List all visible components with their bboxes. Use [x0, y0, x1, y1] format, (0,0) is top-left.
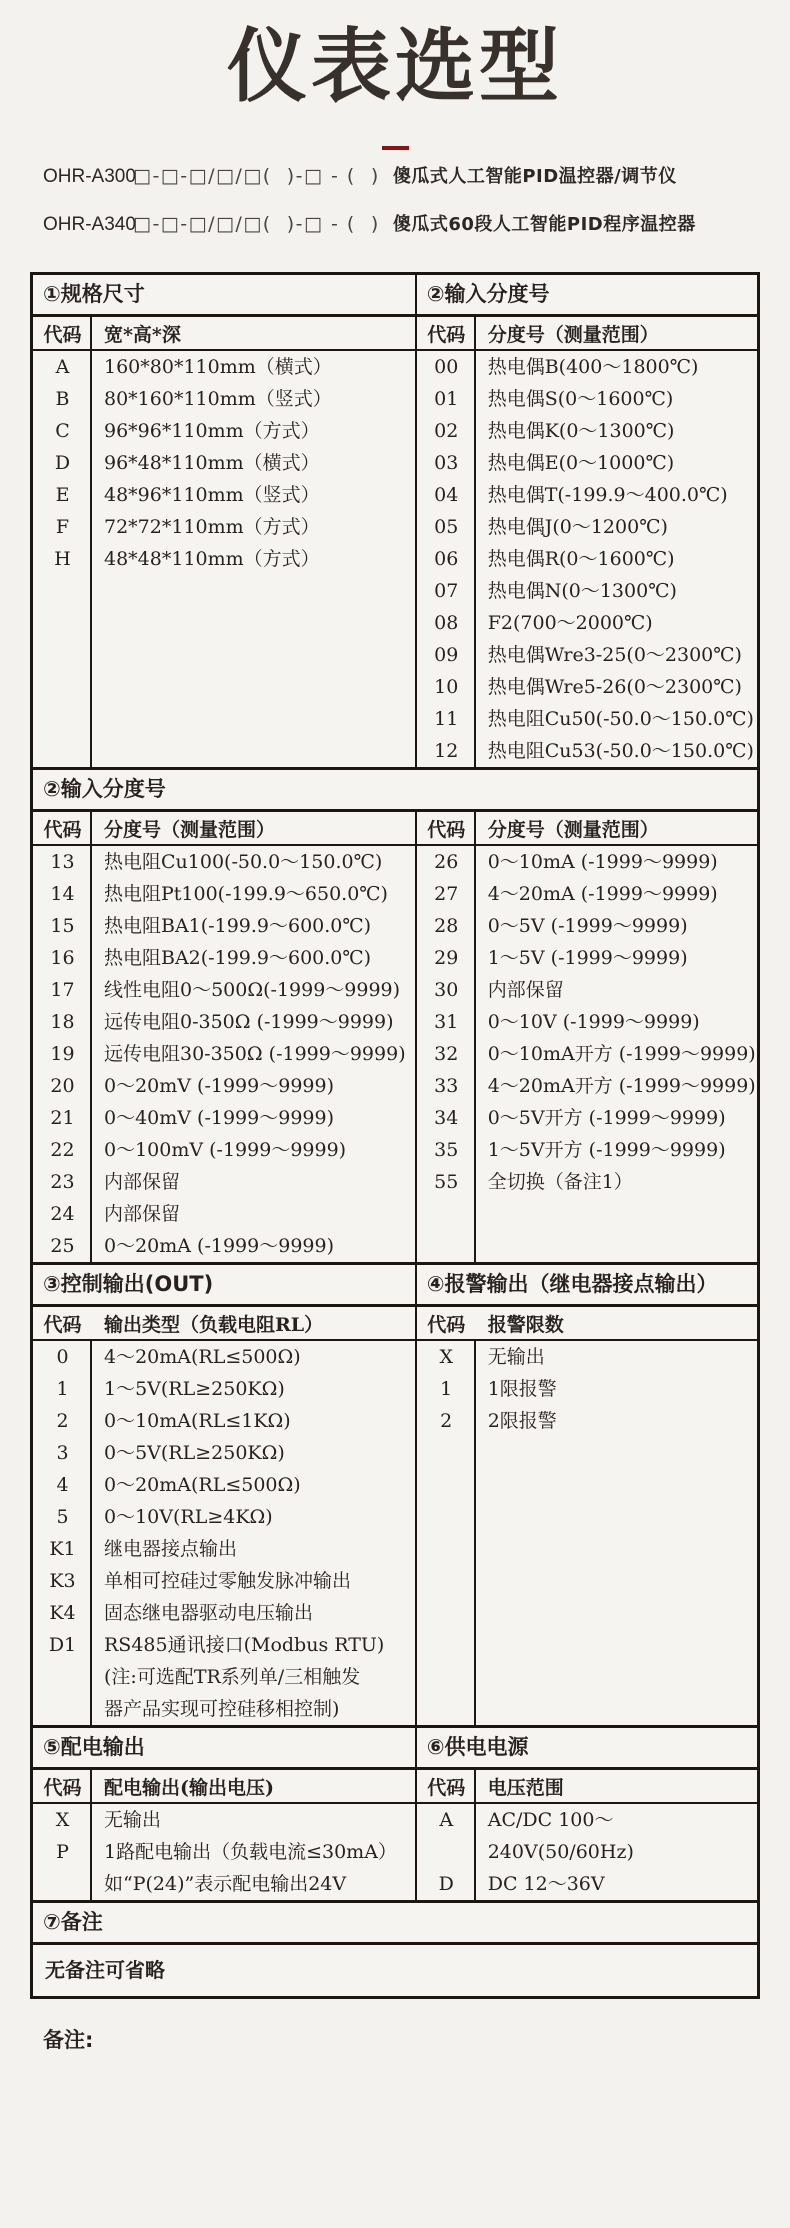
table-row — [33, 1405, 415, 1437]
column-header-label: 配电输出(输出电压) — [104, 1776, 274, 1799]
transmitter-supply-subtable — [33, 1770, 417, 1900]
row-desc: 热电偶Wre3-25(0～2300℃) — [487, 644, 742, 666]
row-desc: 热电偶N(0～1300℃) — [487, 580, 677, 602]
row-code: K4 — [49, 1602, 76, 1624]
row-desc: 内部保留 — [104, 1203, 181, 1225]
row-desc: 热电阻Cu50(-50.0～150.0℃) — [487, 708, 754, 730]
table-row — [417, 974, 757, 1006]
section-title-transmitter-supply: ⑤配电输出 — [33, 1728, 417, 1767]
row-code: A — [439, 1809, 454, 1831]
row-desc: 热电阻BA2(-199.9～600.0℃) — [104, 947, 372, 969]
row-code: 29 — [434, 947, 459, 969]
table-row — [33, 1533, 415, 1565]
row-code: 31 — [434, 1011, 459, 1033]
row-desc: 线性电阻0～500Ω(-1999～9999) — [104, 979, 401, 1001]
row-code: 07 — [434, 580, 459, 602]
row-code: 25 — [50, 1235, 75, 1257]
footnotes-heading: 备注: — [43, 2028, 94, 2052]
table-row — [33, 1038, 415, 1070]
table-row — [33, 1565, 415, 1597]
table-row — [33, 1341, 415, 1373]
row-desc: 0～20mA(RL≤500Ω) — [104, 1474, 301, 1496]
table-row — [417, 447, 757, 479]
table-row — [33, 1102, 415, 1134]
row-desc: 4～20mA开方 (-1999～9999) — [487, 1075, 756, 1097]
footnotes — [43, 2025, 770, 2055]
row-code: 35 — [434, 1139, 459, 1161]
table-row — [33, 942, 415, 974]
row-desc: 热电偶T(-199.9～400.0℃) — [487, 484, 728, 506]
table-row — [417, 1070, 757, 1102]
row-code: 17 — [50, 979, 75, 1001]
table-row — [33, 1501, 415, 1533]
column-header-code: 代码 — [427, 323, 466, 346]
section-title-band — [33, 275, 757, 317]
table-row — [33, 415, 415, 447]
row-code: X — [439, 1346, 453, 1368]
row-desc: 热电偶Wre5-26(0～2300℃) — [487, 676, 742, 698]
column-header-code: 代码 — [427, 1776, 466, 1799]
row-code: 4 — [56, 1474, 69, 1496]
row-desc: 1～5V(RL≥250KΩ) — [104, 1378, 285, 1400]
row-desc: 48*48*110mm（方式） — [104, 548, 320, 570]
column-header-row — [417, 317, 757, 351]
column-header-row — [33, 1307, 415, 1341]
row-desc: 0～100mV (-1999～9999) — [104, 1139, 347, 1161]
row-desc: 0～20mA (-1999～9999) — [104, 1235, 334, 1257]
table-row — [33, 974, 415, 1006]
table-row — [33, 1230, 415, 1262]
table-row — [33, 910, 415, 942]
column-header-row — [417, 812, 757, 846]
table-row — [33, 878, 415, 910]
table-row — [417, 415, 757, 447]
row-code: F — [55, 516, 70, 538]
row-desc: 0～5V(RL≥250KΩ) — [104, 1442, 285, 1464]
row-code: 20 — [50, 1075, 75, 1097]
section-body — [33, 317, 757, 767]
row-desc: 1限报警 — [487, 1378, 557, 1400]
row-code: K3 — [49, 1570, 76, 1592]
table-row — [33, 1661, 415, 1725]
row-desc: 热电偶E(0～1000℃) — [487, 452, 675, 474]
column-header-label: 宽*高*深 — [104, 323, 181, 346]
remark-text: 无备注可省略 — [45, 1958, 165, 1982]
table-row — [417, 1134, 757, 1166]
row-code: E — [55, 484, 70, 506]
row-code: 12 — [434, 740, 459, 762]
section-title-band — [33, 1262, 757, 1307]
row-desc: DC 12～36V — [487, 1873, 605, 1895]
column-header-code: 代码 — [43, 1313, 82, 1336]
row-desc: 无输出 — [487, 1346, 545, 1368]
table-row — [33, 383, 415, 415]
row-desc: F2(700～2000℃) — [487, 612, 653, 634]
input-division-subtable — [417, 317, 757, 767]
table-row — [417, 607, 757, 639]
section-title-power-supply: ⑥供电电源 — [426, 1735, 529, 1759]
row-desc: 内部保留 — [104, 1171, 181, 1193]
section-title-spec-size: ①规格尺寸 — [33, 275, 417, 314]
table-row — [33, 1166, 415, 1198]
row-desc: 固态继电器驱动电压输出 — [104, 1602, 314, 1624]
row-desc: RS485通讯接口(Modbus RTU) — [104, 1634, 385, 1656]
table-row — [33, 511, 415, 543]
table-row — [33, 1629, 415, 1661]
section-title-remark: ⑦备注 — [43, 1910, 103, 1934]
row-code: 09 — [434, 644, 459, 666]
input-division-subtable-right — [417, 812, 757, 1262]
table-row — [417, 543, 757, 575]
section-body — [33, 1770, 757, 1900]
row-code: P — [56, 1841, 69, 1863]
row-desc: 4～20mA(RL≤500Ω) — [104, 1346, 301, 1368]
row-desc: 热电阻Cu53(-50.0～150.0℃) — [487, 740, 754, 762]
row-desc: 0～5V (-1999～9999) — [487, 915, 688, 937]
table-row — [417, 479, 757, 511]
model-description: 傻瓜式人工智能PID温控器/调节仪 — [392, 166, 677, 187]
row-code: 04 — [434, 484, 459, 506]
row-code: 13 — [50, 851, 75, 873]
row-desc: 0～10mA开方 (-1999～9999) — [487, 1043, 756, 1065]
power-supply-subtable — [417, 1770, 757, 1900]
section-title-band — [33, 767, 757, 812]
table-row — [417, 1341, 757, 1373]
row-desc: 热电偶B(400～1800℃) — [487, 356, 699, 378]
row-code: 1 — [440, 1378, 453, 1400]
row-code: K1 — [49, 1538, 76, 1560]
table-row — [417, 846, 757, 878]
section-title-band — [33, 1725, 757, 1770]
row-desc: 热电偶J(0～1200℃) — [487, 516, 668, 538]
table-row — [417, 910, 757, 942]
model-field-markers — [0, 237, 790, 260]
row-code: 00 — [434, 356, 459, 378]
column-header-code: 代码 — [43, 323, 82, 346]
column-header-code: 代码 — [427, 818, 466, 841]
table-row — [417, 942, 757, 974]
row-code: 02 — [434, 420, 459, 442]
row-code: D — [54, 452, 71, 474]
table-row — [417, 1868, 757, 1900]
row-desc: 80*160*110mm（竖式） — [104, 388, 332, 410]
table-row — [417, 639, 757, 671]
column-header-label: 分度号（测量范围） — [487, 818, 659, 841]
row-desc: 96*96*110mm（方式） — [104, 420, 320, 442]
row-code: 3 — [56, 1442, 69, 1464]
row-desc: 160*80*110mm（横式） — [104, 356, 332, 378]
table-row — [417, 383, 757, 415]
row-desc: 1～5V (-1999～9999) — [487, 947, 688, 969]
table-row — [33, 1804, 415, 1836]
row-desc: 单相可控硅过零触发脉冲输出 — [104, 1570, 352, 1592]
table-row — [417, 1038, 757, 1070]
section-title-input-division: ②输入分度号 — [426, 282, 550, 306]
row-desc: (注:可选配TR系列单/三相触发 器产品实现可控硅移相控制) — [104, 1666, 361, 1720]
row-desc: 全切换（备注1） — [487, 1171, 633, 1193]
model-code-legend — [0, 164, 790, 260]
row-code: 0 — [56, 1346, 69, 1368]
row-code: 1 — [56, 1378, 69, 1400]
row-desc: 0～20mV (-1999～9999) — [104, 1075, 334, 1097]
row-code: 05 — [434, 516, 459, 538]
table-row — [33, 351, 415, 383]
row-code: 18 — [50, 1011, 75, 1033]
table-row — [33, 543, 415, 575]
row-desc: 热电偶R(0～1600℃) — [487, 548, 675, 570]
model-row — [0, 212, 790, 237]
table-row — [417, 1373, 757, 1405]
spec-size-subtable — [33, 317, 417, 767]
row-code: 22 — [50, 1139, 75, 1161]
table-row — [417, 1166, 757, 1198]
selection-table — [30, 272, 760, 1999]
model-name: OHR-A300 — [43, 166, 136, 187]
row-desc: 2限报警 — [487, 1410, 557, 1432]
row-code: 08 — [434, 612, 459, 634]
table-row — [417, 703, 757, 735]
column-header-row — [417, 1307, 757, 1341]
row-code — [33, 1661, 92, 1725]
row-code: C — [55, 420, 70, 442]
row-code: 23 — [50, 1171, 75, 1193]
table-row — [417, 575, 757, 607]
row-code: D1 — [48, 1634, 77, 1656]
row-code: 15 — [50, 915, 75, 937]
row-desc: 0～5V开方 (-1999～9999) — [487, 1107, 726, 1129]
row-desc: 热电阻Cu100(-50.0～150.0℃) — [104, 851, 383, 873]
row-code: 16 — [50, 947, 75, 969]
model-row — [0, 164, 790, 189]
row-desc: 热电偶K(0～1300℃) — [487, 420, 675, 442]
row-desc: 1～5V开方 (-1999～9999) — [487, 1139, 726, 1161]
column-header-label: 分度号（测量范围） — [104, 818, 276, 841]
row-desc: AC/DC 100～240V(50/60Hz) — [487, 1809, 634, 1863]
column-header-row — [33, 317, 415, 351]
row-code: 5 — [56, 1506, 69, 1528]
row-desc: 0～10V(RL≥4KΩ) — [104, 1506, 273, 1528]
row-desc: 热电偶S(0～1600℃) — [487, 388, 674, 410]
row-code: 32 — [434, 1043, 459, 1065]
model-code-pattern: □-□-□/□/□( )-□ - ( ) — [133, 165, 380, 187]
row-desc: 远传电阻30-350Ω (-1999～9999) — [104, 1043, 406, 1065]
table-row — [33, 1469, 415, 1501]
table-row — [417, 671, 757, 703]
section-title-input-division-2: ②输入分度号 — [43, 777, 166, 801]
table-row — [33, 846, 415, 878]
column-header-code: 代码 — [43, 818, 82, 841]
column-header-label: 电压范围 — [487, 1776, 564, 1799]
table-row — [417, 351, 757, 383]
row-code: 10 — [434, 676, 459, 698]
table-row — [33, 1437, 415, 1469]
row-code: 27 — [434, 883, 459, 905]
section-body — [33, 1307, 757, 1725]
row-desc: 热电阻Pt100(-199.9～650.0℃) — [104, 883, 388, 905]
table-row — [33, 1070, 415, 1102]
row-desc: 0～10V (-1999～9999) — [487, 1011, 700, 1033]
table-row — [33, 1836, 415, 1900]
column-header-row — [33, 1770, 415, 1804]
row-code: 01 — [434, 388, 459, 410]
row-code: D — [438, 1873, 454, 1895]
column-header-code: 代码 — [427, 1313, 466, 1336]
control-output-subtable — [33, 1307, 417, 1725]
row-desc: 96*48*110mm（横式） — [104, 452, 320, 474]
row-desc: 1路配电输出（负载电流≤30mA） 如“P(24)”表示配电输出24V — [104, 1841, 397, 1895]
column-header-code: 代码 — [43, 1776, 82, 1799]
row-code: 26 — [434, 851, 459, 873]
model-code-pattern: □-□-□/□/□( )-□ - ( ) — [133, 213, 380, 235]
table-row — [417, 1405, 757, 1437]
row-code: H — [54, 548, 71, 570]
column-header-row — [417, 1770, 757, 1804]
column-header-label: 分度号（测量范围） — [487, 323, 659, 346]
row-code: 30 — [434, 979, 459, 1001]
row-code: 14 — [50, 883, 75, 905]
table-row — [33, 1198, 415, 1230]
row-desc: 48*96*110mm（竖式） — [104, 484, 320, 506]
row-code: 19 — [50, 1043, 75, 1065]
row-desc: 4～20mA (-1999～9999) — [487, 883, 718, 905]
row-code: 55 — [434, 1171, 459, 1193]
row-code: 28 — [434, 915, 459, 937]
table-row — [33, 1373, 415, 1405]
table-row — [417, 878, 757, 910]
row-code: 33 — [434, 1075, 459, 1097]
column-header-row — [33, 812, 415, 846]
table-row — [33, 447, 415, 479]
table-row — [33, 1006, 415, 1038]
input-division-subtable-left — [33, 812, 417, 1262]
row-code: 24 — [50, 1203, 75, 1225]
row-code: 06 — [434, 548, 459, 570]
section-title-alarm-output: ④报警输出（继电器接点输出） — [426, 1272, 718, 1296]
table-row — [417, 511, 757, 543]
column-header-label: 输出类型（负载电阻RL） — [104, 1313, 324, 1336]
row-code: 11 — [434, 708, 459, 730]
page-title: 仪表选型 — [227, 20, 563, 113]
row-code: B — [55, 388, 70, 410]
table-row — [33, 1134, 415, 1166]
section-title-control-output: ③控制输出(OUT) — [33, 1265, 417, 1304]
row-code: 03 — [434, 452, 459, 474]
row-code: 21 — [50, 1107, 75, 1129]
row-desc: 无输出 — [104, 1809, 162, 1831]
table-row — [417, 1006, 757, 1038]
row-code: 2 — [56, 1410, 69, 1432]
table-row — [417, 1804, 757, 1868]
table-row — [33, 479, 415, 511]
row-desc: 内部保留 — [487, 979, 564, 1001]
row-code: A — [55, 356, 70, 378]
row-desc: 0～10mA (-1999～9999) — [487, 851, 718, 873]
section-title-band — [33, 1900, 757, 1945]
title-underline-accent — [382, 146, 409, 150]
model-description: 傻瓜式60段人工智能PID程序温控器 — [392, 214, 696, 235]
model-field-markers — [0, 189, 790, 212]
column-header-label: 报警限数 — [487, 1313, 564, 1336]
model-name: OHR-A340 — [43, 214, 136, 235]
section-body — [33, 812, 757, 1262]
row-desc: 0～10mA(RL≤1KΩ) — [104, 1410, 291, 1432]
table-row — [417, 735, 757, 767]
alarm-output-subtable — [417, 1307, 757, 1725]
row-code: X — [55, 1809, 70, 1831]
table-row — [33, 1597, 415, 1629]
row-desc: 热电阻BA1(-199.9～600.0℃) — [104, 915, 372, 937]
row-desc: 继电器接点输出 — [104, 1538, 238, 1560]
row-code: 34 — [434, 1107, 459, 1129]
row-code: 2 — [440, 1410, 453, 1432]
row-desc: 72*72*110mm（方式） — [104, 516, 320, 538]
row-desc: 0～40mV (-1999～9999) — [104, 1107, 334, 1129]
row-desc: 远传电阻0-350Ω (-1999～9999) — [104, 1011, 394, 1033]
table-row — [417, 1102, 757, 1134]
